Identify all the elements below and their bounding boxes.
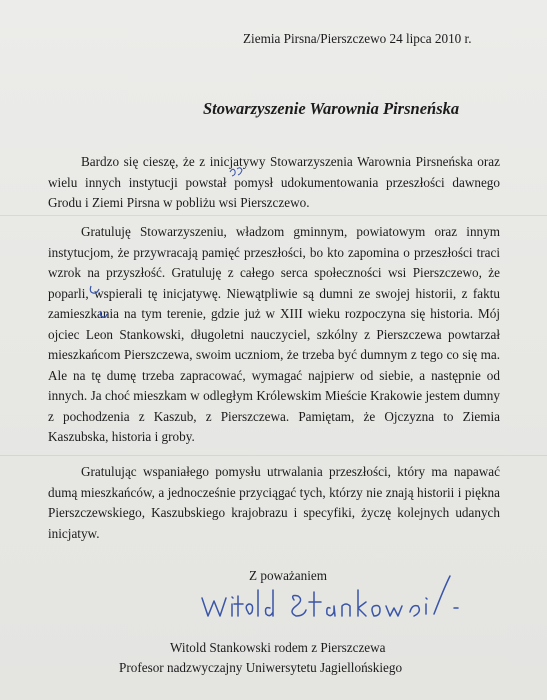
pen-correction-mark [88, 284, 104, 296]
paragraph-1-text: Bardzo się cieszę, że z inicjatywy Stowarzyszenia Warownia Pirsneńska oraz wielu innych instytucji powstał pomysł udokumentowania przeszłości dawnego Grodu i Ziemi Pirsna w pobliżu wsi Pierszczewo. [48, 154, 500, 210]
paragraph-2 [48, 222, 500, 448]
paragraph-3-text: Gratulując wspaniałego pomysłu utrwalania przeszłości, który ma napawać dumą mieszkańców, a jednocześnie przyciągać tych, którzy nie znają historii i piękna Pierszczewskiego, Kaszubskiego krajobrazu i specyfiki, życzę kolejnych udanych inicjatyw. [48, 464, 500, 541]
paper-fold-line [0, 455, 547, 456]
date-line: Ziemia Pirsna/Pierszczewo 24 lipca 2010 r. [243, 31, 472, 46]
paragraph-2-text: Gratuluję Stowarzyszeniu, władzom gminnym, powiatowym oraz innym instytucjom, że przywracają pamięć przeszłości, bo kto zapomina o przeszłości traci wzrok na przyszłość. Gratuluję z całego serca społeczności wsi Pierszczewo, że poparli, wspierali tę inicjatywę. Niewątpliwie są dumni ze swojej historii, z faktu zamieszkania na tym terenie, gdzie już w XIII wieku rozpoczyna się historia. Mój ojciec Leon Stankowski, długoletni nauczyciel, szkólny z Pierszczewa powtarzał mieszkańcom Pierszczewa, swoim uczniom, że trzeba być dumnym z tego co się ma. Ale na tę dumę trzeba zapracować, wymagać najpierw od siebie, a następnie od innych. Ja choć mieszkam w odległym Królewskim Mieście Krakowie jestem dumny z pochodzenia z Kaszub, z Pierszczewa. Pamiętam, że Ojczyzna to Ziemia Kaszubska, historia i groby. [48, 224, 500, 444]
paper-fold-line [0, 215, 547, 216]
signature-image [198, 568, 468, 633]
pen-correction-mark [98, 308, 110, 320]
paragraph-3 [48, 462, 500, 544]
closing-line: Z poważaniem [249, 568, 327, 583]
signer-title: Profesor nadzwyczajny Uniwersytetu Jagiellońskiego [119, 660, 403, 675]
paragraph-1 [48, 152, 500, 214]
signer-name: Witold Stankowski rodem z Pierszczewa [170, 640, 386, 655]
pen-correction-mark [228, 166, 244, 180]
recipient-heading: Stowarzyszenie Warownia Pirsneńska [203, 99, 460, 118]
